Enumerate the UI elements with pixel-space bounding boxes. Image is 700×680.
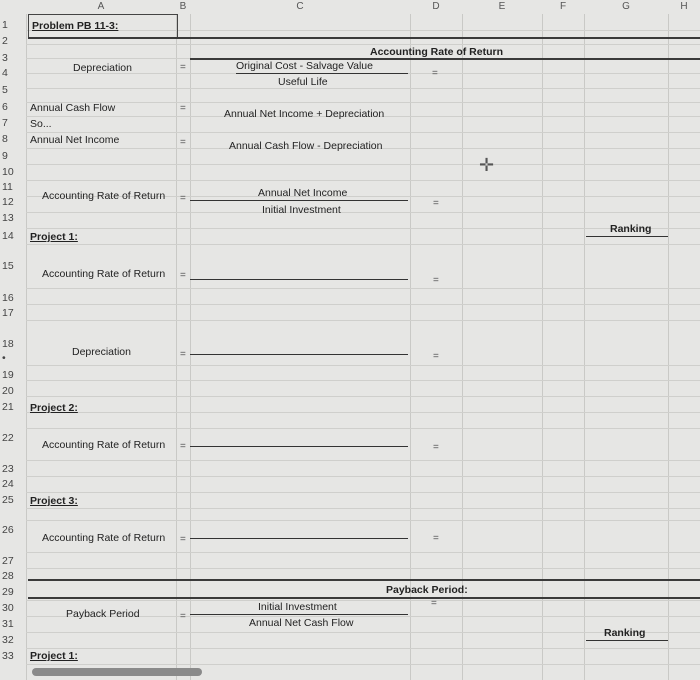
grid-line [26, 632, 700, 633]
project-1-heading[interactable]: Project 1: [30, 231, 78, 243]
grid-line [26, 44, 700, 45]
depreciation-numerator[interactable]: Original Cost - Salvage Value [236, 60, 373, 72]
equals-sign: = [180, 193, 186, 204]
grid-line [26, 568, 700, 569]
row-header[interactable]: 16 [2, 292, 14, 304]
grid-line [26, 288, 700, 289]
project-3-arr-label[interactable]: Accounting Rate of Return [42, 532, 166, 544]
fraction-bar [190, 446, 408, 447]
grid-line [26, 396, 700, 397]
equals-sign: = [433, 275, 439, 286]
fraction-bar [190, 354, 408, 355]
project-1-depreciation-label[interactable]: Depreciation [72, 346, 131, 358]
grid-line [26, 164, 700, 165]
row-header[interactable]: 31 [2, 618, 14, 630]
project-1-arr-label[interactable]: Accounting Rate of Return [42, 268, 166, 280]
depreciation-label[interactable]: Depreciation [73, 62, 132, 74]
row-header[interactable]: 24 [2, 478, 14, 490]
grid-line [26, 132, 700, 133]
grid-line [26, 520, 700, 521]
grid-line [26, 600, 700, 601]
section-heading-arr[interactable]: Accounting Rate of Return [370, 46, 503, 58]
project-2-arr-label[interactable]: Accounting Rate of Return [42, 439, 166, 451]
grid-line [26, 304, 700, 305]
grid-line [26, 380, 700, 381]
grid-line [26, 212, 700, 213]
row-header[interactable]: 26 [2, 524, 14, 536]
project-2-heading[interactable]: Project 2: [30, 402, 78, 414]
grid-line [26, 365, 700, 366]
grid-line [26, 320, 700, 321]
row-header[interactable]: 23 [2, 463, 14, 475]
annual-net-income-formula[interactable]: Annual Cash Flow - Depreciation [229, 140, 383, 152]
fraction-bar [190, 614, 408, 615]
row-header[interactable]: 20 [2, 385, 14, 397]
sheet-title[interactable]: Problem PB 11-3: [32, 20, 119, 32]
row-header[interactable]: 27 [2, 555, 14, 567]
grid-line [26, 508, 700, 509]
project-3-heading[interactable]: Project 3: [30, 495, 78, 507]
equals-sign: = [433, 442, 439, 453]
payback-period-label[interactable]: Payback Period [66, 608, 140, 620]
row-header[interactable]: 13 [2, 212, 14, 224]
cell-cursor-icon: ✛ [479, 155, 495, 175]
row-header[interactable]: 10 [2, 166, 14, 178]
equals-sign: = [433, 533, 439, 544]
section-divider [28, 579, 700, 581]
row-header[interactable]: 8 [2, 133, 8, 145]
equals-sign: = [180, 611, 186, 622]
equals-sign: = [432, 68, 438, 79]
grid-line [26, 428, 700, 429]
grid-line [26, 648, 700, 649]
row-header[interactable]: 19 [2, 369, 14, 381]
row-header[interactable]: 12 [2, 196, 14, 208]
ranking-heading[interactable]: Ranking [610, 223, 652, 235]
column-header-f[interactable]: F [559, 1, 567, 12]
grid-line [26, 88, 700, 89]
row-header[interactable]: 28 [2, 570, 14, 582]
row-header[interactable]: 15 [2, 260, 14, 272]
grid-line [26, 492, 700, 493]
row-header[interactable]: 22 [2, 432, 14, 444]
row-header[interactable]: • [2, 352, 6, 364]
annual-cash-flow-formula[interactable]: Annual Net Income + Depreciation [224, 108, 385, 120]
row-header[interactable]: 14 [2, 230, 14, 242]
row-header[interactable]: 30 [2, 602, 14, 614]
equals-sign: = [433, 198, 439, 209]
ranking-underline [586, 236, 668, 237]
column-header-e[interactable]: E [498, 1, 506, 12]
row-header[interactable]: 7 [2, 117, 8, 129]
grid-line [26, 664, 700, 665]
grid-line [26, 412, 700, 413]
row-header[interactable]: 25 [2, 494, 14, 506]
column-header-d[interactable]: D [432, 1, 440, 12]
row-header[interactable]: 33 [2, 650, 14, 662]
depreciation-denominator[interactable]: Useful Life [278, 76, 328, 88]
fraction-bar [190, 279, 408, 280]
grid-line [26, 244, 700, 245]
section-divider [28, 597, 700, 599]
grid-line [26, 102, 700, 103]
arr-label[interactable]: Accounting Rate of Return [42, 190, 166, 202]
column-header-g[interactable]: G [622, 1, 630, 12]
row-header[interactable]: 4 [2, 67, 8, 79]
annual-cash-flow-label[interactable]: Annual Cash Flow [30, 102, 116, 114]
equals-sign: = [180, 441, 186, 452]
arr-numerator[interactable]: Annual Net Income [258, 187, 348, 199]
grid-line [26, 228, 700, 229]
row-header[interactable]: 1 [2, 19, 8, 31]
row-header[interactable]: 29 [2, 586, 14, 598]
fraction-bar [190, 200, 408, 201]
grid-line [26, 552, 700, 553]
grid-line [26, 180, 700, 181]
row-header[interactable]: 17 [2, 307, 14, 319]
equals-sign: = [180, 103, 186, 114]
row-header[interactable]: 5 [2, 84, 8, 96]
annual-net-income-label[interactable]: Annual Net Income [30, 134, 120, 146]
ranking-heading-2[interactable]: Ranking [604, 627, 646, 639]
fraction-bar [190, 538, 408, 539]
project-1-payback-heading[interactable]: Project 1: [30, 650, 78, 662]
column-header-b[interactable]: B [179, 1, 187, 12]
section-divider [28, 37, 700, 39]
ranking-underline [586, 640, 668, 641]
horizontal-scrollbar[interactable] [32, 668, 202, 676]
row-header[interactable]: 21 [2, 401, 14, 413]
row-header[interactable]: 6 [2, 101, 8, 113]
column-header-c[interactable]: C [296, 1, 304, 12]
grid-line [26, 14, 27, 680]
column-header-a[interactable]: A [97, 1, 105, 12]
row-header[interactable]: 32 [2, 634, 14, 646]
equals-sign: = [433, 351, 439, 362]
payback-numerator[interactable]: Initial Investment [258, 601, 337, 613]
row-header[interactable]: 2 [2, 35, 8, 47]
grid-line [26, 460, 700, 461]
column-header-h[interactable]: H [680, 1, 688, 12]
row-header[interactable]: 11 [2, 181, 13, 193]
equals-sign: = [180, 534, 186, 545]
row-header[interactable]: 3 [2, 52, 8, 64]
row-header[interactable]: 18 [2, 338, 14, 350]
equals-sign: = [431, 598, 437, 609]
row-header[interactable]: 9 [2, 150, 8, 162]
fraction-bar [236, 73, 408, 74]
equals-sign: = [180, 62, 186, 73]
payback-denominator[interactable]: Annual Net Cash Flow [249, 617, 354, 629]
arr-denominator[interactable]: Initial Investment [262, 204, 341, 216]
equals-sign: = [180, 137, 186, 148]
equals-sign: = [180, 349, 186, 360]
equals-sign: = [180, 270, 186, 281]
so-label[interactable]: So... [30, 118, 52, 130]
section-heading-payback[interactable]: Payback Period: [386, 584, 468, 596]
grid-line [26, 476, 700, 477]
